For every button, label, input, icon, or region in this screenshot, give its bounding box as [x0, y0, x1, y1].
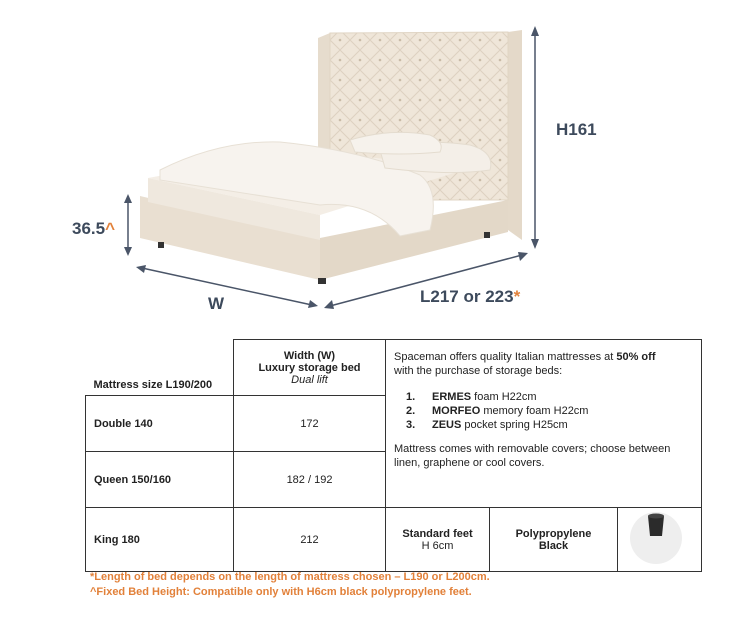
offer-intro-tail: with the purchase of storage beds: [394, 365, 563, 377]
bed-foot-image [618, 508, 702, 568]
mattress-list [394, 390, 693, 432]
list-item [394, 404, 693, 418]
mattress-name: ERMES [432, 391, 472, 403]
feet-color: Black [538, 539, 569, 552]
size-cell: Queen 150/160 [86, 452, 234, 508]
base-height-mark: ^ [105, 219, 116, 238]
mattress-desc: memory foam H22cm [480, 405, 589, 417]
width-header [234, 340, 386, 396]
width-cell: 182 / 192 [234, 452, 386, 508]
mattress-name: ZEUS [432, 419, 462, 431]
width-label: W [208, 294, 225, 313]
spec-table [85, 339, 702, 572]
footnote-length: *Length of bed depends on the length of mattress chosen – L190 or L200cm. [90, 571, 490, 583]
width-header-note: Dual lift [291, 373, 328, 386]
width-cell: 212 [234, 508, 386, 572]
list-item [394, 390, 693, 404]
footnote-height: ^Fixed Bed Height: Compatible only with H6cm black polypropylene feet. [90, 586, 472, 598]
base-height-label [72, 219, 115, 239]
covers-note: Mattress comes with removable covers; choose between linen, graphene or cool covers. [394, 443, 671, 469]
standard-feet-cell [386, 508, 490, 572]
list-number: 1. [406, 391, 416, 403]
height-label: H161 [556, 120, 597, 139]
feet-image-cell [618, 508, 702, 572]
length-value: L217 or 223 [420, 287, 514, 306]
mattress-desc: foam H22cm [471, 391, 537, 403]
list-number: 3. [406, 419, 416, 431]
feet-material-cell [490, 508, 618, 572]
width-header-sub: Luxury storage bed [258, 361, 361, 374]
width-dimension-line [142, 268, 312, 305]
offer-intro [394, 350, 693, 378]
offer-discount: 50% off [616, 351, 656, 363]
feet-material: Polypropylene [515, 527, 592, 540]
mattress-desc: pocket spring H25cm [461, 419, 568, 431]
feet-label: Standard feet [402, 527, 473, 540]
mattress-offer [386, 340, 702, 508]
size-cell: King 180 [86, 508, 234, 572]
base-height-value: 36.5 [72, 219, 106, 238]
mattress-size-header: Mattress size L190/200 [93, 379, 213, 391]
mattress-name: MORFEO [432, 405, 481, 417]
size-cell: Double 140 [86, 396, 234, 452]
length-mark: * [513, 287, 521, 306]
offer-intro-text: Spaceman offers quality Italian mattresses at [394, 351, 617, 363]
width-header-title: Width (W) [283, 349, 336, 362]
length-label [420, 287, 520, 307]
width-cell: 172 [234, 396, 386, 452]
list-number: 2. [406, 405, 416, 417]
feet-height: H 6cm [421, 539, 454, 552]
list-item [394, 418, 693, 432]
